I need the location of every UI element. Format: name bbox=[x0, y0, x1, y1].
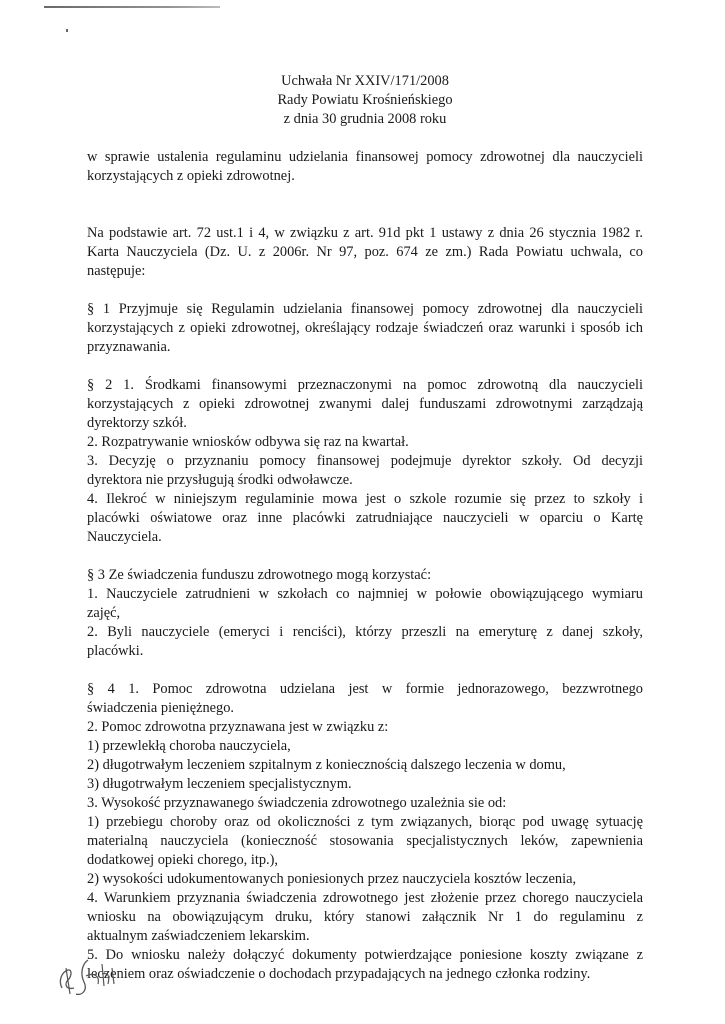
text-line: dyrektora nie przysługują środki odwoławcze. bbox=[87, 472, 353, 488]
text-line: 3. Decyzję o przyznaniu pomocy finansowej podejmuje dyrektor szkoły. Od decyzji bbox=[87, 453, 643, 469]
section-4 bbox=[87, 680, 643, 984]
text-line: 4. Warunkiem przyznania świadczenia zdrowotnego jest złożenie przez chorego nauczyciela bbox=[87, 890, 643, 906]
text-line: 1. Nauczyciele zatrudnieni w szkołach co najmniej w połowie obowiązującego wymiaru bbox=[87, 586, 643, 602]
text-line: materialną nauczyciela (konieczność stosowania specjalistycznych leków, zapewnienia bbox=[87, 833, 643, 849]
section-1 bbox=[87, 300, 643, 357]
text-line: korzystających z opieki zdrowotnej, określający rodzaje świadczeń oraz warunki i sposób ich bbox=[87, 320, 643, 336]
text-line: 2. Byli nauczyciele (emeryci i renciści), którzy przeszli na emeryturę z danej szkoły, bbox=[87, 624, 643, 640]
section-3 bbox=[87, 566, 643, 661]
text-line: dodatkowej opieki chorego, itp.), bbox=[87, 852, 279, 868]
text-line: 1) przebiegu choroby oraz od okoliczności z tym związanych, biorąc pod uwagę sytuację bbox=[87, 814, 643, 830]
text-line: aktualnym zaświadczeniem lekarskim. bbox=[87, 928, 310, 944]
text-line: 3. Wysokość przyznawanego świadczenia zdrowotnego uzależnia sie od: bbox=[87, 795, 507, 811]
scan-edge-mark bbox=[44, 6, 220, 8]
text-line: 2. Pomoc zdrowotna przyznawana jest w związku z: bbox=[87, 719, 389, 735]
handwritten-initials bbox=[52, 950, 142, 1000]
text-line: świadczenia pieniężnego. bbox=[87, 700, 235, 716]
document-page bbox=[87, 72, 643, 984]
text-line: § 3 Ze świadczenia funduszu zdrowotnego mogą korzystać: bbox=[87, 567, 432, 583]
scan-speck bbox=[66, 29, 68, 32]
text-line: 5. Do wniosku należy dołączyć dokumenty potwierdzające poniesione koszty związane z bbox=[87, 947, 643, 963]
text-line: § 4 1. Pomoc zdrowotna udzielana jest w formie jednorazowego, bezzwrotnego bbox=[87, 681, 643, 697]
legal-basis-paragraph bbox=[87, 224, 643, 281]
text-line: korzystających z opieki zdrowotnej. bbox=[87, 168, 295, 184]
text-line: dyrektorzy szkół. bbox=[87, 415, 187, 431]
resolution-date: z dnia 30 grudnia 2008 roku bbox=[283, 111, 447, 127]
text-line: 2) wysokości udokumentowanych poniesionych przez nauczyciela kosztów leczenia, bbox=[87, 871, 577, 887]
text-line: następuje: bbox=[87, 263, 146, 279]
subject-paragraph bbox=[87, 148, 643, 186]
text-line: w sprawie ustalenia regulaminu udzielania finansowej pomocy zdrowotnej dla nauczycieli bbox=[87, 149, 643, 165]
text-line: 2) długotrwałym leczeniem szpitalnym z koniecznością dalszego leczenia w domu, bbox=[87, 757, 566, 773]
text-line: 4. Ilekroć w niniejszym regulaminie mowa jest o szkole rozumie się przez to szkoły i bbox=[87, 491, 643, 507]
council-name: Rady Powiatu Krośnieńskiego bbox=[277, 92, 453, 108]
resolution-header bbox=[87, 72, 643, 129]
text-line: § 2 1. Środkami finansowymi przeznaczonymi na pomoc zdrowotną dla nauczycieli bbox=[87, 377, 643, 393]
text-line: Na podstawie art. 72 ust.1 i 4, w związku z art. 91d pkt 1 ustawy z dnia 26 stycznia 1982 r. bbox=[87, 225, 643, 241]
text-line: Nauczyciela. bbox=[87, 529, 162, 545]
text-line: wniosku na obowiązującym druku, który stanowi załącznik Nr 1 do regulaminu z bbox=[87, 909, 643, 925]
text-line: 1) przewlekłą choroba nauczyciela, bbox=[87, 738, 291, 754]
text-line: placówki. bbox=[87, 643, 144, 659]
section-2 bbox=[87, 376, 643, 547]
text-line: leczeniem oraz oświadczenie o dochodach przypadających na jednego członka rodziny. bbox=[87, 966, 591, 982]
resolution-number: Uchwała Nr XXIV/171/2008 bbox=[281, 73, 449, 89]
text-line: korzystających z opieki zdrowotnej zwanymi dalej funduszami zdrowotnymi zarządzają bbox=[87, 396, 643, 412]
text-line: Karta Nauczyciela (Dz. U. z 2006r. Nr 97, poz. 674 ze zm.) Rada Powiatu uchwala, co bbox=[87, 244, 643, 260]
text-line: placówki oświatowe oraz inne placówki zatrudniające nauczycieli w oparciu o Kartę bbox=[87, 510, 643, 526]
text-line: § 1 Przyjmuje się Regulamin udzielania finansowej pomocy zdrowotnej dla nauczycieli bbox=[87, 301, 643, 317]
text-line: 3) długotrwałym leczeniem specjalistycznym. bbox=[87, 776, 352, 792]
text-line: zajęć, bbox=[87, 605, 121, 621]
text-line: 2. Rozpatrywanie wniosków odbywa się raz na kwartał. bbox=[87, 434, 409, 450]
text-line: przyznawania. bbox=[87, 339, 171, 355]
